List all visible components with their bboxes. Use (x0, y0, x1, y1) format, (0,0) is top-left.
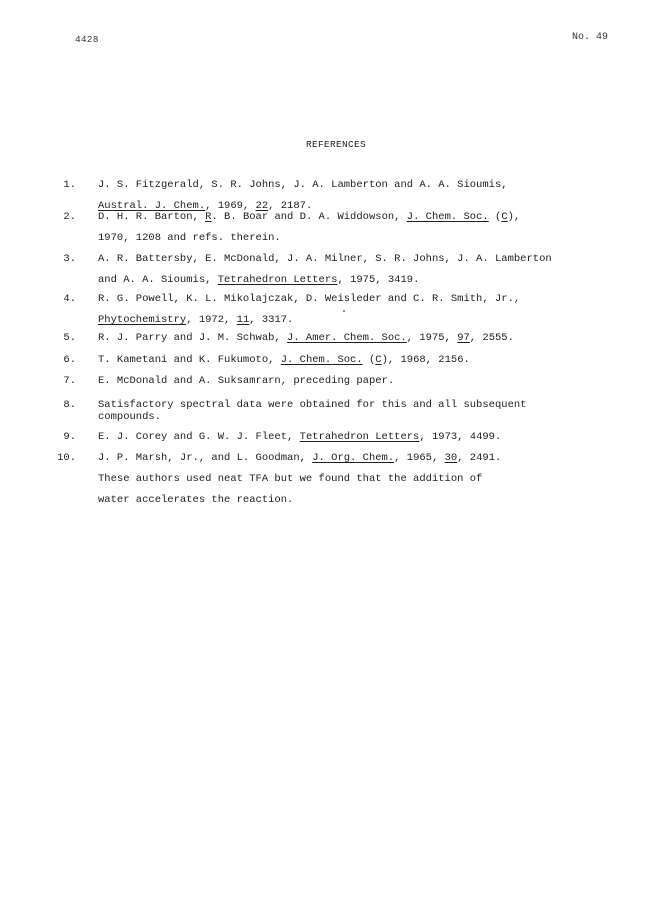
citation-text: , 2187. (268, 200, 313, 212)
citation-text: J. P. Marsh, Jr., and L. Goodman, (98, 452, 313, 464)
citation-text: 1970, 1208 and refs. therein. (98, 232, 281, 244)
citation-text: ), 1968, 2156. (381, 354, 470, 366)
citation-text: and A. A. Sioumis, (98, 274, 218, 286)
citation-text: , 3317. (249, 314, 294, 326)
issue-number: No. 49 (571, 32, 608, 43)
page-number: 4428 (75, 34, 99, 45)
citation-text: ( (488, 211, 502, 223)
citation-text: ( (362, 354, 376, 366)
citation-text: , 1965, (394, 452, 445, 464)
reference-line (98, 212, 520, 223)
underlined-citation-text: Tetrahedron Letters (299, 431, 420, 443)
reference-number: 5. (63, 332, 76, 344)
reference-number: 10. (57, 452, 76, 464)
citation-text: compounds. (98, 411, 162, 423)
stray-mark (343, 310, 345, 312)
reference-line (98, 355, 470, 366)
underlined-citation-text: Tetrahedron Letters (217, 274, 338, 286)
citation-text: E. McDonald and A. Suksamrarn, preceding paper. (98, 375, 395, 387)
underlined-citation-text: 30 (444, 452, 458, 464)
citation-text: J. S. Fitzgerald, S. R. Johns, J. A. Lamberton and A. A. Sioumis, (98, 179, 508, 191)
citation-text: . B. Boar and D. A. Widdowson, (211, 211, 407, 223)
reference-line (98, 453, 501, 464)
underlined-citation-text: C (501, 211, 508, 223)
references-heading: REFERENCES (305, 139, 366, 150)
citation-text: These authors used neat TFA but we found that the addition of (98, 473, 483, 485)
underlined-citation-text: R (205, 211, 212, 223)
reference-number: 4. (63, 293, 76, 305)
citation-text: Satisfactory spectral data were obtained for this and all subsequent (98, 399, 527, 411)
reference-line (98, 294, 520, 305)
citation-text: , 2555. (469, 332, 514, 344)
reference-line (98, 474, 482, 485)
underlined-citation-text: J. Chem. Soc. (406, 211, 489, 223)
reference-line (98, 180, 508, 191)
underlined-citation-text: J. Amer. Chem. Soc. (287, 332, 407, 344)
reference-number: 9. (63, 431, 76, 443)
citation-text: water accelerates the reaction. (98, 494, 294, 506)
reference-number: 8. (63, 399, 76, 411)
underlined-citation-text: C (375, 354, 382, 366)
citation-text: R. G. Powell, K. L. Mikolajczak, D. Weisleder and C. R. Smith, Jr., (98, 293, 521, 305)
reference-number: 3. (63, 253, 76, 265)
reference-line (98, 254, 552, 265)
reference-line (98, 275, 419, 286)
underlined-citation-text: 22 (255, 200, 269, 212)
underlined-citation-text: 97 (457, 332, 470, 344)
reference-number: 7. (63, 375, 76, 387)
citation-text: R. J. Parry and J. M. Schwab, (98, 332, 288, 344)
reference-line (98, 201, 312, 212)
reference-line (98, 412, 161, 423)
underlined-citation-text: Phytochemistry (98, 314, 187, 326)
citation-text: , 1969, (205, 200, 256, 212)
reference-line (98, 432, 501, 443)
citation-text: , 1975, (406, 332, 458, 344)
citation-text: D. H. R. Barton, (98, 211, 206, 223)
reference-line (98, 315, 293, 326)
citation-text: E. J. Corey and G. W. J. Fleet, (98, 431, 300, 443)
reference-line (98, 233, 281, 244)
reference-number: 2. (63, 211, 76, 223)
citation-text: , 1972, (186, 314, 237, 326)
reference-line (98, 495, 293, 506)
citation-text: A. R. Battersby, E. McDonald, J. A. Milner, S. R. Johns, J. A. Lamberton (98, 253, 552, 265)
citation-text: T. Kametani and K. Fukumoto, (98, 354, 281, 366)
citation-text: , 1973, 4499. (419, 431, 502, 443)
reference-number: 6. (63, 354, 76, 366)
reference-line (98, 333, 514, 344)
underlined-citation-text: Austral. J. Chem. (98, 200, 206, 212)
reference-line (98, 376, 394, 387)
reference-line (98, 400, 526, 411)
underlined-citation-text: J. Org. Chem. (312, 452, 395, 464)
underlined-citation-text: 11 (236, 314, 250, 326)
reference-number: 1. (63, 179, 76, 191)
underlined-citation-text: J. Chem. Soc. (280, 354, 363, 366)
citation-text: ), (507, 211, 521, 223)
citation-text: , 2491. (457, 452, 502, 464)
citation-text: , 1975, 3419. (337, 274, 420, 286)
